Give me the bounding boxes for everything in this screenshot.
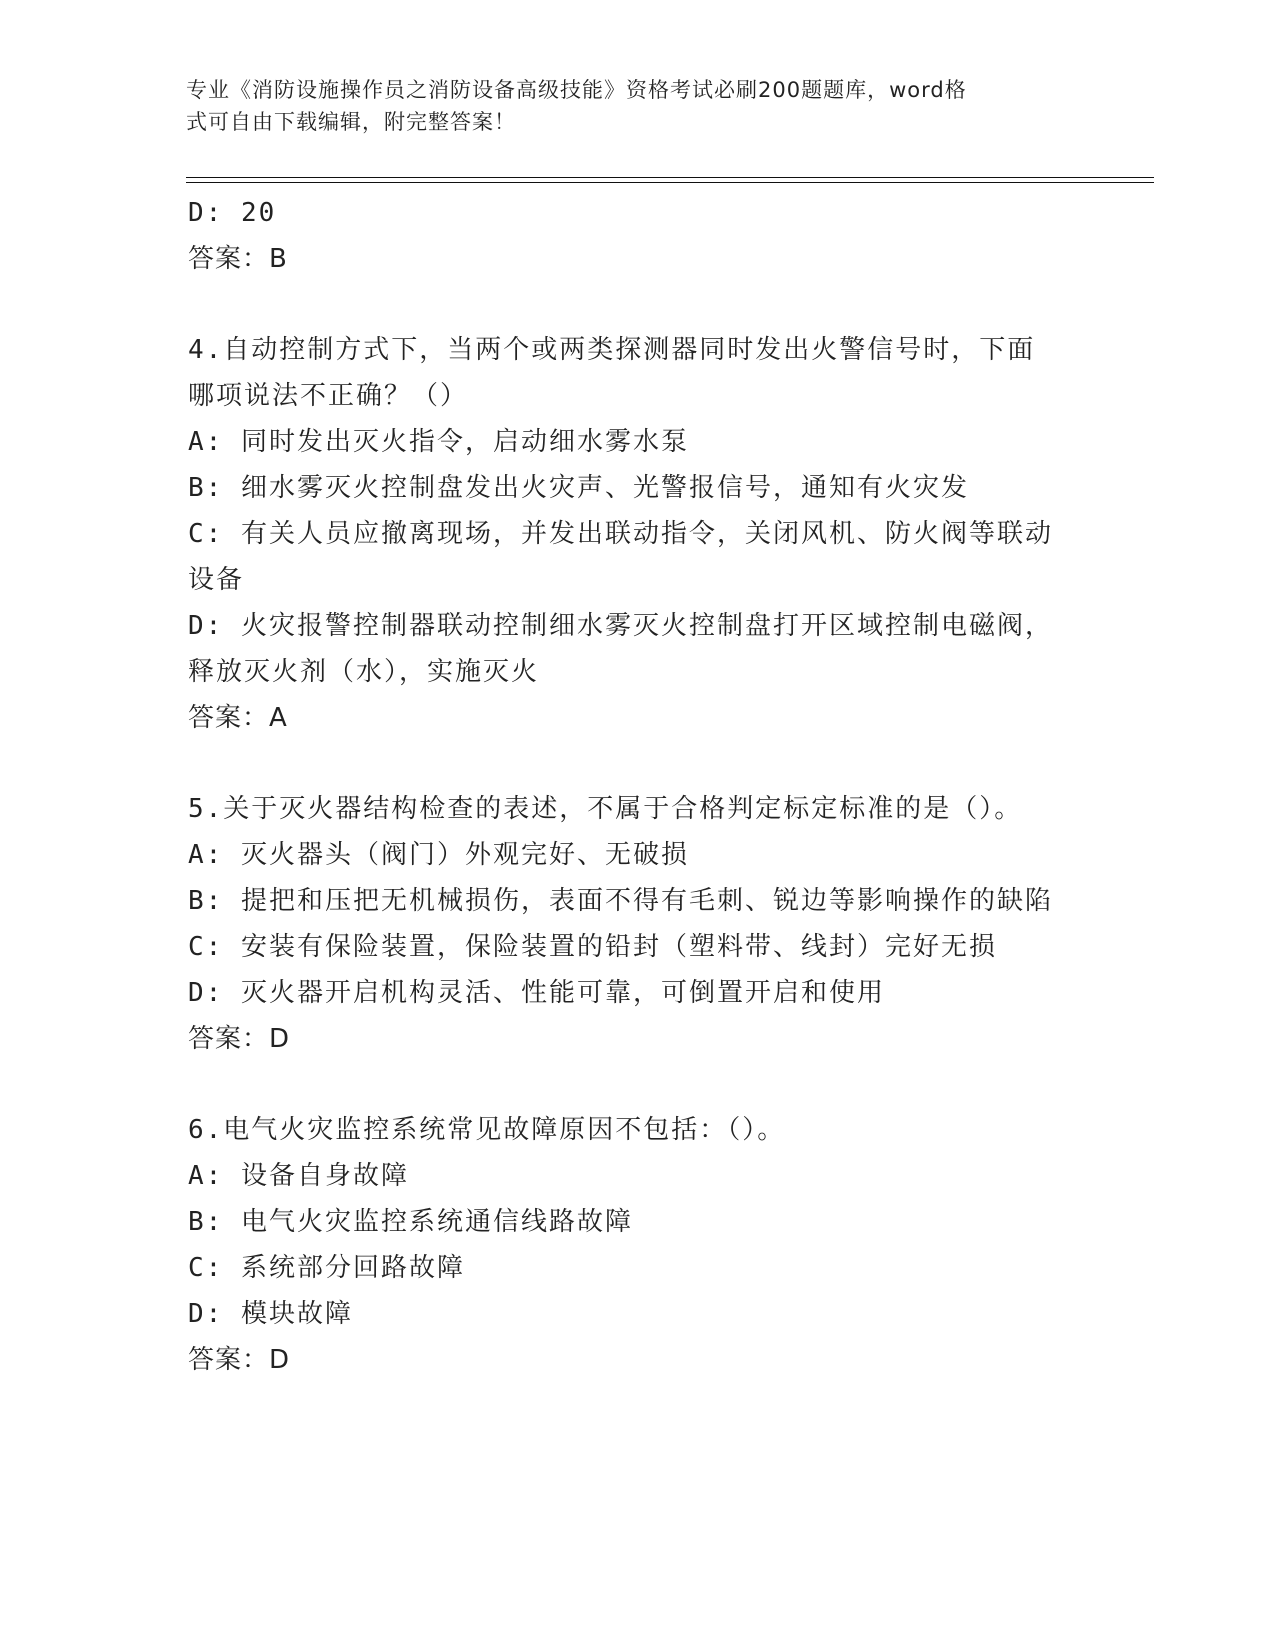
spacer xyxy=(188,741,1088,786)
spacer xyxy=(188,282,1088,327)
question-stem: 6.电气火灾监控系统常见故障原因不包括：（）。 xyxy=(188,1115,786,1145)
option-b: B: 提把和压把无机械损伤，表面不得有毛刺、锐边等影响操作的缺陷 xyxy=(188,886,1053,916)
question-stem: 5.关于灭火器结构检查的表述，不属于合格判定标定标准的是（）。 xyxy=(188,794,1023,824)
option-a: A: 灭火器头（阀门）外观完好、无破损 xyxy=(188,840,689,870)
answer-line: 答案：A xyxy=(188,703,288,733)
answer-line: 答案：B xyxy=(188,244,288,274)
option-c: C: 安装有保险装置，保险装置的铅封（塑料带、线封）完好无损 xyxy=(188,932,997,962)
option-d: D: 灭火器开启机构灵活、性能可靠，可倒置开启和使用 xyxy=(188,978,885,1008)
option-d-continued: 释放灭火剂（水），实施灭火 xyxy=(188,657,540,687)
question-5 xyxy=(188,786,1088,1062)
option-a: A: 设备自身故障 xyxy=(188,1161,409,1191)
option-c: C: 系统部分回路故障 xyxy=(188,1253,465,1283)
previous-question-tail xyxy=(188,190,1088,282)
question-stem-continued: 哪项说法不正确？（） xyxy=(188,381,469,411)
header-divider-top xyxy=(186,177,1154,178)
header-line-1: 专业《消防设施操作员之消防设备高级技能》资格考试必刷200题题库，word格 xyxy=(186,78,967,102)
option-b: B: 细水雾灭火控制盘发出火灾声、光警报信号，通知有火灾发 xyxy=(188,473,969,503)
question-list xyxy=(188,190,1088,1383)
question-4 xyxy=(188,327,1088,741)
option-c: C: 有关人员应撤离现场，并发出联动指令，关闭风机、防火阀等联动 xyxy=(188,519,1053,549)
option-d: D: 火灾报警控制器联动控制细水雾灭火控制盘打开区域控制电磁阀， xyxy=(188,611,1053,641)
answer-line: 答案：D xyxy=(188,1345,291,1375)
question-stem: 4.自动控制方式下，当两个或两类探测器同时发出火警信号时，下面 xyxy=(188,335,1036,365)
spacer xyxy=(188,1062,1088,1107)
option-c-continued: 设备 xyxy=(188,565,245,595)
question-6 xyxy=(188,1107,1088,1383)
header-line-2: 式可自由下载编辑，附完整答案！ xyxy=(186,110,516,134)
document-header xyxy=(186,74,1086,138)
option-a: A: 同时发出灭火指令，启动细水雾水泵 xyxy=(188,427,689,457)
option-b: B: 电气火灾监控系统通信线路故障 xyxy=(188,1207,633,1237)
answer-line: 答案：D xyxy=(188,1024,291,1054)
header-divider-bottom xyxy=(186,182,1154,183)
option-d: D: 模块故障 xyxy=(188,1299,353,1329)
option-d: D: 20 xyxy=(188,198,277,228)
